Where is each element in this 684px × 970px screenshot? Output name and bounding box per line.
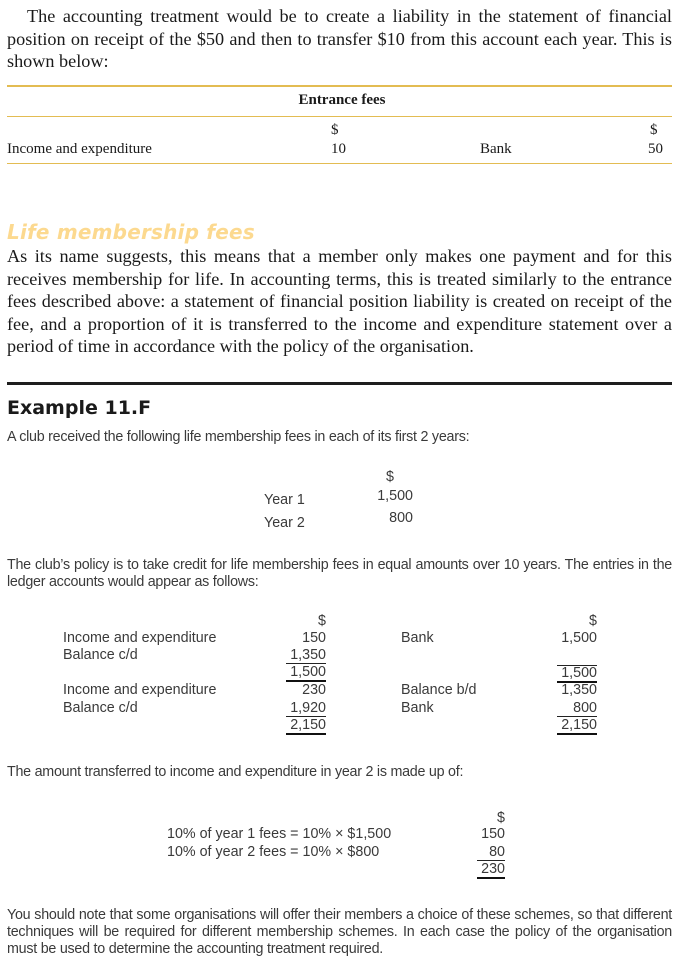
credit-total-value: 2,150 bbox=[557, 718, 597, 735]
debit-label: Income and expenditure bbox=[63, 682, 217, 698]
debit-total-value: 1,500 bbox=[286, 665, 326, 682]
debit-label: Balance c/d bbox=[63, 647, 138, 663]
example-divider bbox=[7, 382, 672, 385]
debit-amount-value: 1,350 bbox=[286, 647, 326, 664]
transfer-amount: 150 bbox=[481, 826, 505, 842]
transfer-total bbox=[477, 862, 505, 879]
fees-amount: 800 bbox=[389, 510, 413, 526]
fees-currency: $ bbox=[386, 469, 394, 485]
right-label: Bank bbox=[480, 141, 512, 157]
left-amount: 10 bbox=[331, 141, 346, 157]
debit-amount bbox=[286, 647, 326, 664]
debit-amount bbox=[286, 700, 326, 717]
life-membership-paragraph: As its name suggests, this means that a member only makes one payment and for this receives membership for life. In accounting terms, this is treated similarly to the entrance fees described above: a statement of financial position liability is created on receipt of the fee, and a proportion of it is transferred to the income and expenditure statement over a period of time in accordance with the policy of the organisation. bbox=[7, 246, 672, 356]
credit-currency: $ bbox=[589, 613, 597, 629]
left-label: Income and expenditure bbox=[7, 141, 152, 157]
debit-total bbox=[286, 718, 326, 735]
right-amount: 50 bbox=[648, 141, 663, 157]
transfer-amount bbox=[477, 844, 505, 861]
transfer-label: 10% of year 2 fees = 10% × $800 bbox=[167, 844, 380, 860]
left-currency: $ bbox=[331, 122, 339, 138]
debit-label: Income and expenditure bbox=[63, 630, 217, 646]
example-intro: A club received the following life membership fees in each of its first 2 years: bbox=[7, 429, 470, 445]
debit-amount-value: 1,920 bbox=[286, 700, 326, 717]
transfer-total-value: 230 bbox=[477, 862, 505, 879]
fees-amount: 1,500 bbox=[377, 488, 413, 504]
debit-amount: 150 bbox=[302, 630, 326, 646]
credit-total bbox=[557, 665, 597, 683]
table-bottom-rule bbox=[7, 163, 672, 164]
closing-note: You should note that some organisations will offer their members a choice of these schemes, so that different techniques will be required for different membership schemes. In each case the policy of the organisation must be used to determine the accounting treatment required. bbox=[7, 907, 672, 957]
credit-label: Bank bbox=[401, 630, 434, 646]
table-top-rule bbox=[7, 85, 672, 87]
credit-amount: 1,350 bbox=[561, 682, 597, 698]
transfer-label: 10% of year 1 fees = 10% × $1,500 bbox=[167, 826, 392, 842]
credit-total bbox=[557, 718, 597, 735]
intro-paragraph: The accounting treatment would be to create a liability in the statement of financial position on receipt of the $50 and then to transfer $10 from this account each year. This is shown below: bbox=[7, 6, 672, 71]
transfer-amount-value: 80 bbox=[477, 844, 505, 861]
fees-label: Year 1 bbox=[264, 492, 305, 508]
credit-amount: 1,500 bbox=[561, 630, 597, 646]
fees-label: Year 2 bbox=[264, 515, 305, 531]
policy-text: The club’s policy is to take credit for life membership fees in equal amounts over 10 years. The entries in the ledger accounts would appear as follows: bbox=[7, 557, 672, 590]
credit-amount-value: 800 bbox=[557, 700, 597, 717]
credit-label: Balance b/d bbox=[401, 682, 477, 698]
example-title: Example 11.F bbox=[7, 397, 152, 419]
section-heading-life-membership: Life membership fees bbox=[7, 220, 255, 244]
transfer-currency: $ bbox=[497, 810, 505, 826]
table-header-rule bbox=[7, 116, 672, 117]
debit-currency: $ bbox=[318, 613, 326, 629]
debit-label: Balance c/d bbox=[63, 700, 138, 716]
transfer-intro: The amount transferred to income and expenditure in year 2 is made up of: bbox=[7, 764, 464, 780]
credit-amount bbox=[557, 700, 597, 717]
debit-total bbox=[286, 665, 326, 682]
credit-total-value: 1,500 bbox=[557, 665, 597, 683]
right-currency: $ bbox=[650, 122, 658, 138]
debit-amount: 230 bbox=[302, 682, 326, 698]
table-title: Entrance fees bbox=[298, 92, 386, 108]
credit-label: Bank bbox=[401, 700, 434, 716]
debit-total-value: 2,150 bbox=[286, 718, 326, 735]
